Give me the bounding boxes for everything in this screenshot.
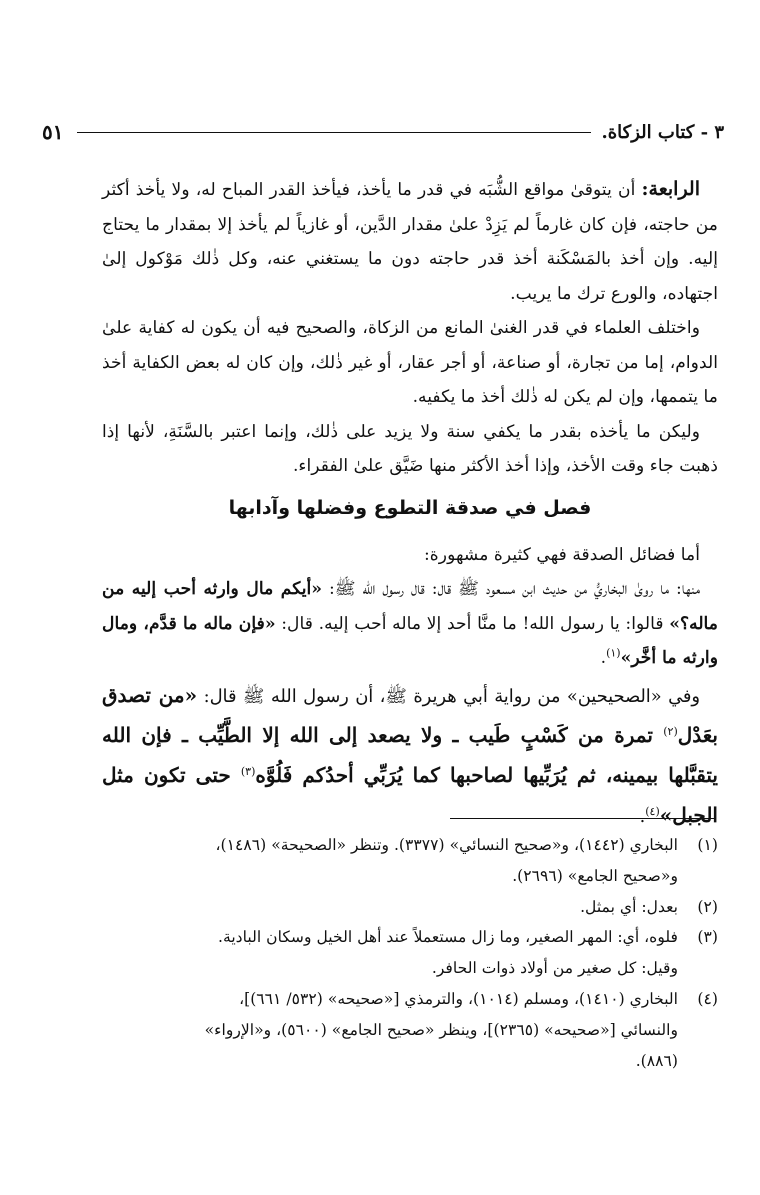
hadith-quote: «من تصدق بعَدْل (102, 682, 718, 747)
narration-text: منها: ما روىٰ البخاريُّ من حديث ابن مسعود ﷺ قال: قال رسول الله ﷺ: (322, 579, 700, 599)
narration-text: وفي «الصحيحين» من رواية أبي هريرة ﷺ، أن رسول الله ﷺ قال: (197, 685, 701, 707)
footnote-number: (٤) (697, 989, 718, 1008)
footnote-line: والنسائي [«صحيحه» (٢٣٦٥)]، وينظر «صحيح الجامع» (٥٦٠٠)، و«الإرواء» (204, 1020, 678, 1039)
footnote-line: البخاري (١٤٤٢)، و«صحيح النسائي» (٣٣٧٧). وتنظر «الصحيحة» (١٤٨٦)، (215, 836, 678, 854)
paragraph-virtues-intro: أما فضائل الصدقة فهي كثيرة مشهورة: (423, 544, 700, 565)
footnote-line: بعدل: أي بمثل. (580, 897, 678, 916)
footnote-ref-3[interactable]: (٣) (240, 764, 256, 778)
paragraph-lead: الرابعة: (641, 178, 700, 200)
period: . (639, 805, 646, 827)
footnote-line: فلوه، أي: المهر الصغير، وما زال مستعملاً عند أهل الخيل وسكان البادية. (218, 928, 678, 947)
page-number: ٥١ (42, 120, 64, 144)
footnote-1 (90, 830, 718, 892)
footnote-line: و«صحيح الجامع» (٢٦٩٦). (512, 866, 678, 885)
hadith-quote: «أيكم مال وارثه أحب إليه من ماله؟» (102, 579, 718, 634)
hadith-quote: «فإن ماله ما قدَّم، ومال وارثه ما أخَّر» (102, 613, 718, 668)
footnote-ref-1[interactable]: (١) (606, 646, 621, 660)
footnote-separator (450, 818, 716, 819)
paragraph-one-year: وليكن ما يأخذه بقدر ما يكفي سنة ولا يزيد على ذٰلك، وإنما اعتبر بالسَّنَةِ، لأنها إذا ذهبت جاء وقت الأخذ، وإذا أخذ الأكثر منها ضَيَّق علىٰ الفقراء. (102, 421, 718, 476)
running-header (42, 120, 724, 144)
footnote-line: البخاري (١٤١٠)، ومسلم (١٠١٤)، والترمذي [«صحيحه» (٥٣٢/ ٦٦١)]، (239, 989, 678, 1008)
footnote-4 (90, 984, 718, 1076)
footnote-ref-2[interactable]: (٢) (663, 724, 678, 738)
narration-text: قالوا: يا رسول الله! ما منَّا أحد إلا ماله أحب إليه. قال: (275, 613, 670, 634)
paragraph-fourth-condition (102, 172, 718, 311)
footnote-line: (٨٨٦). (635, 1051, 678, 1070)
footnote-3 (90, 922, 718, 984)
paragraph-wealth-limit: واختلف العلماء في قدر الغنىٰ المانع من الزكاة، والصحيح فيه أن يكون له كفاية علىٰ الدوام، إما من تجارة، أو صناعة، أو أجر عقار، أو غير ذٰلك، وإن كان له بعض الكفاية أخذ ما يتممها، وإن لم يكن له ذٰلك أخذ ما يكفيه. (102, 318, 718, 407)
footnotes (90, 830, 718, 1076)
paragraph-text: أن يتوقىٰ مواقع الشُّبَه في قدر ما يأخذ، فيأخذ القدر المباح له، ولا يأخذ أكثر من حاجته، فإن كان غارماً لم يَزِدْ علىٰ مقدار الدَّين، أو غازياً لم يأخذ إلا بمقدار ما يحتاج إليه. وإن أخذ بالمَسْكَنة أخذ قدر حاجته دون ما يستغني عنه، وكل ذٰلك مَوْكول إلىٰ اجتهاده، والورع ترك ما يريب. (102, 180, 718, 304)
footnote-text (90, 830, 678, 892)
footnote-text (90, 984, 678, 1076)
footnote-number: (١) (697, 836, 718, 854)
period: . (600, 648, 607, 668)
hadith-quote: حتى تكون مثل الجبل» (102, 762, 718, 827)
paragraph-bukhari-hadith (102, 572, 718, 676)
footnote-number: (٣) (697, 928, 718, 947)
header-rule (77, 132, 591, 133)
footnote-2 (90, 892, 718, 923)
footnote-text (90, 892, 678, 923)
chapter-title: ٣ - كتاب الزكاة. (601, 121, 724, 143)
section-heading: فصل في صدقة التطوع وفضلها وآدابها (228, 496, 592, 519)
main-text (102, 172, 718, 836)
footnote-ref-4[interactable]: (٤) (645, 804, 660, 818)
hadith-quote: تمرة من كَسْبٍ طَيب ـ ولا يصعد إلى الله إلا الطَّيِّب ـ فإن الله يتقبَّلها بيمينه، ثم يُرَبِّيها لصاحبها كما يُرَبِّي أحدُكم فَلُوَّه (102, 722, 718, 787)
footnote-number: (٢) (697, 897, 718, 916)
paragraph-sahihayn-hadith (102, 676, 718, 836)
footnote-line: وقيل: كل صغير من أولاد ذوات الحافر. (431, 959, 678, 978)
footnote-text (90, 922, 678, 984)
